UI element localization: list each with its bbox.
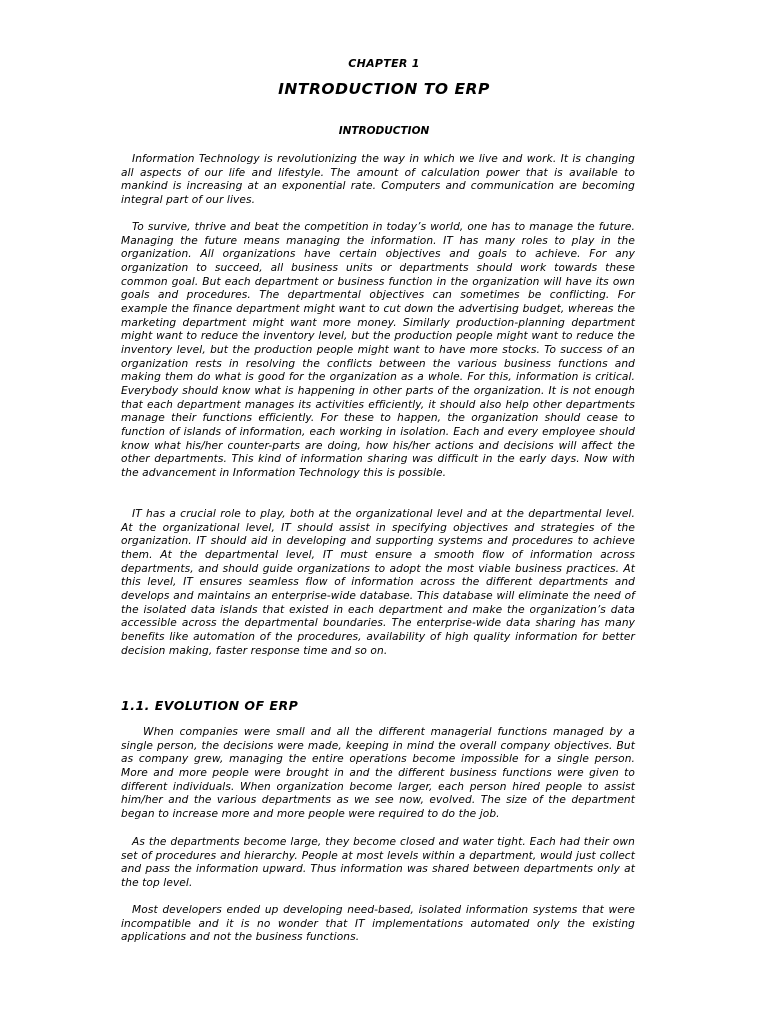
paragraph-text: Most developers ended up developing need-based, isolated information systems that were incompatible and it is no wonder that IT implementations automated only the existing applications and not the business functions.: [121, 904, 635, 944]
evolution-paragraph-3: [121, 904, 635, 945]
paragraph-text: IT has a crucial role to play, both at the organizational level and at the departmental level. At the organizational level, IT should assist in specifying objectives and strategies of the organization. IT should aid in developing and supporting systems and procedures to achieve them. At the departmental level, IT must ensure a smooth flow of information across departments, and should guide organizations to adopt the most viable business practices. At this level, IT ensures seamless flow of information across the different departments and develops and maintains an enterprise-wide database. This database will eliminate the need of the isolated data islands that existed in each department and make the organization’s data accessible across the departmental boundaries. The enterprise-wide data sharing has many benefits like automation of the procedures, availability of high quality information for better decision making, faster response time and so on.: [121, 508, 635, 657]
introduction-heading: INTRODUCTION: [338, 125, 430, 137]
paragraph-text: To survive, thrive and beat the competition in today’s world, one has to manage the future. Managing the future means managing the information. IT has many roles to play in the organization. All organizations have certain objectives and goals to achieve. For any organization to succeed, all business units or departments should work towards these common goal. But each department or business function in the organization will have its own goals and procedures. The departmental objectives can sometimes be conflicting. For example the finance department might want to cut down the advertising budget, whereas the marketing department might want more money. Similarly production-planning department might want to reduce the inventory level, but the production people might want to reduce the inventory level, but the production people might want to have more stocks. To success of an organization rests in resolving the conflicts between the various business functions and making them do what is good for the organization as a whole. For this, information is critical. Everybody should know what is happening in other parts of the organization. It is not enough that each department manages its activities efficiently, it should also help other departments manage their functions efficiently. For these to happen, the organization should cease to function of islands of information, each working in isolation. Each and every employee should know what his/her counter-parts are doing, how his/her actions and decisions will affect the other departments. This kind of information sharing was difficult in the early days. Now with the advancement in Information Technology this is possible.: [121, 221, 635, 479]
paragraph-text: When companies were small and all the different managerial functions managed by a single person, the decisions were made, keeping in mind the overall company objectives. But as company grew, managing the entire operations become impossible for a single person. More and more people were brought in and the different business functions were given to different individuals. When organization become larger, each person hired people to assist him/her and the various departments as we see now, evolved. The size of the department began to increase more and more people were required to do the job.: [121, 726, 635, 820]
section-heading-evolution: 1.1. EVOLUTION OF ERP: [121, 698, 299, 713]
introduction-paragraph-1: [121, 153, 635, 208]
introduction-paragraph-3: [121, 508, 635, 658]
introduction-paragraph-2: [121, 221, 635, 480]
paragraph-text: As the departments become large, they become closed and water tight. Each had their own set of procedures and hierarchy. People at most levels within a department, would just collect and pass the information upward. Thus information was shared between departments only at the top level.: [121, 836, 635, 889]
evolution-paragraph-1: [121, 726, 635, 822]
page-title: INTRODUCTION TO ERP: [278, 80, 490, 98]
chapter-label: CHAPTER 1: [348, 57, 420, 70]
evolution-paragraph-2: [121, 836, 635, 891]
paragraph-text: Information Technology is revolutionizing the way in which we live and work. It is changing all aspects of our life and lifestyle. The amount of calculation power that is available to mankind is increasing at an exponential rate. Computers and communication are becoming integral part of our lives.: [121, 153, 635, 206]
